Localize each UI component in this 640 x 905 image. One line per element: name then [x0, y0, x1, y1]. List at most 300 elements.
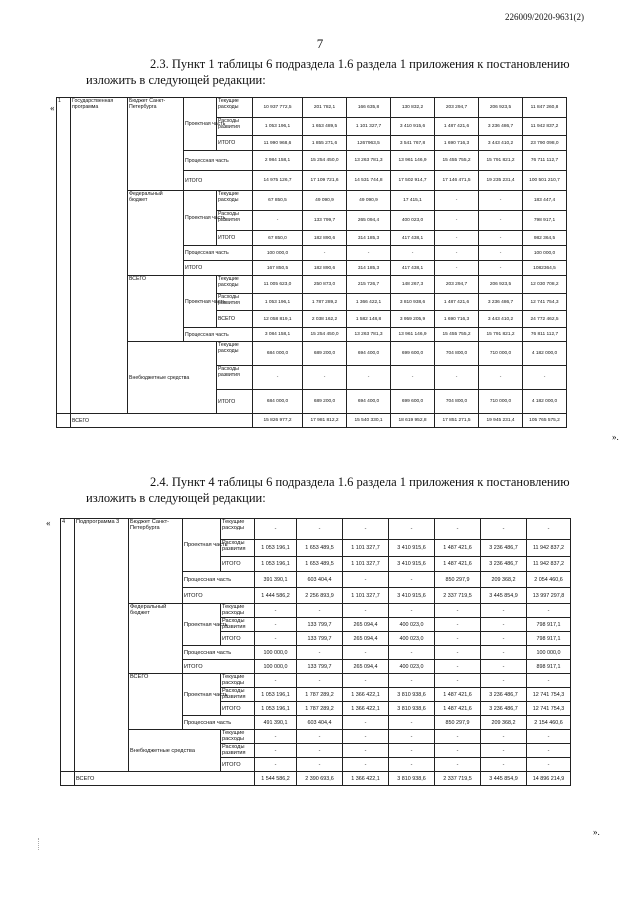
value-cell: -: [481, 674, 527, 688]
subtotal-label: ИТОГО: [217, 136, 253, 151]
value-cell: 3 443 410,2: [479, 136, 523, 151]
value-cell: 3 443 410,2: [479, 311, 523, 328]
value-cell: 15 791 821,2: [479, 328, 523, 342]
value-cell: -: [389, 646, 435, 660]
total-label: ИТОГО: [183, 660, 255, 674]
development-expenses: Расходы развития: [217, 294, 253, 311]
value-cell: -: [255, 632, 297, 646]
value-cell: 2 154 460,6: [527, 716, 571, 730]
value-cell: 3 410 915,6: [389, 588, 435, 604]
open-quote-2: «: [46, 518, 51, 528]
value-cell: -: [343, 758, 389, 772]
value-cell: 2 390 693,6: [297, 772, 343, 786]
value-cell: -: [389, 604, 435, 618]
value-cell: -: [481, 618, 527, 632]
value-cell: -: [481, 519, 527, 540]
value-cell: 3 084 158,1: [253, 328, 303, 342]
value-cell: 1 487 421,6: [435, 118, 479, 136]
value-cell: 206 923,5: [479, 98, 523, 118]
total-label: ИТОГО: [183, 588, 255, 604]
value-cell: 167 850,5: [253, 261, 303, 276]
value-cell: 67 850,0: [253, 231, 303, 246]
value-cell: 1 101 327,7: [343, 540, 389, 557]
value-cell: 100 000,0: [255, 646, 297, 660]
value-cell: 17 109 721,6: [303, 171, 347, 191]
value-cell: 24 772 462,5: [523, 311, 567, 328]
value-cell: -: [479, 261, 523, 276]
value-cell: 491 390,1: [255, 716, 297, 730]
document-number: 226009/2020-9631(2): [505, 12, 584, 22]
value-cell: 1 366 422,1: [347, 294, 391, 311]
value-cell: 201 782,1: [303, 98, 347, 118]
open-quote: «: [50, 103, 55, 113]
subtotal-label: ИТОГО: [221, 557, 255, 572]
value-cell: -: [479, 366, 523, 390]
value-cell: 417 438,1: [391, 261, 435, 276]
current-expenses: Текущие расходы: [221, 674, 255, 688]
value-cell: 850 297,9: [435, 572, 481, 588]
program-name: Государственная программа: [71, 98, 128, 414]
value-cell: 694 400,0: [347, 390, 391, 414]
value-cell: 1 855 271,6: [303, 136, 347, 151]
value-cell: 13 263 781,3: [347, 151, 391, 171]
source-total: ВСЕГО: [128, 276, 184, 342]
total-label: ИТОГО: [184, 171, 253, 191]
value-cell: -: [527, 730, 571, 744]
value-cell: 12 741 754,3: [527, 702, 571, 716]
value-cell: 203 294,7: [435, 98, 479, 118]
value-cell: 133 799,7: [297, 618, 343, 632]
value-cell: 684 000,0: [253, 342, 303, 366]
value-cell: -: [389, 674, 435, 688]
value-cell: 23 790 098,0: [523, 136, 567, 151]
value-cell: 3 445 854,9: [481, 588, 527, 604]
value-cell: 798 917,1: [527, 618, 571, 632]
total-label: ИТОГО: [184, 261, 253, 276]
value-cell: 314 185,3: [347, 261, 391, 276]
value-cell: -: [303, 366, 347, 390]
value-cell: -: [343, 674, 389, 688]
value-cell: 3 541 767,8: [391, 136, 435, 151]
value-cell: 100 000,0: [253, 246, 303, 261]
value-cell: 15 254 450,0: [303, 151, 347, 171]
project-part: Проектная часть: [184, 98, 217, 151]
value-cell: 13 997 297,8: [527, 588, 571, 604]
value-cell: 67 850,5: [253, 191, 303, 211]
value-cell: 19 945 231,4: [479, 414, 523, 428]
value-cell: -: [435, 191, 479, 211]
value-cell: 798 917,1: [527, 632, 571, 646]
value-cell: 166 635,8: [347, 98, 391, 118]
value-cell: 15 455 755,2: [435, 328, 479, 342]
value-cell: 215 726,7: [347, 276, 391, 294]
value-cell: 1 053 196,1: [255, 702, 297, 716]
value-cell: 1 053 196,1: [255, 688, 297, 702]
process-part: Процессная часть: [184, 328, 253, 342]
project-part: Проектная часть: [184, 191, 217, 246]
value-cell: 3 236 486,7: [481, 540, 527, 557]
program-name: Подпрограмма 3: [75, 519, 129, 772]
value-cell: -: [343, 716, 389, 730]
value-cell: 694 400,0: [347, 342, 391, 366]
value-cell: -: [527, 674, 571, 688]
value-cell: -: [481, 744, 527, 758]
value-cell: -: [435, 660, 481, 674]
development-expenses: Расходы развития: [221, 688, 255, 702]
value-cell: -: [391, 366, 435, 390]
value-cell: 100 000,0: [255, 660, 297, 674]
value-cell: 11 942 837,2: [523, 118, 567, 136]
value-cell: -: [389, 730, 435, 744]
value-cell: -: [435, 744, 481, 758]
value-cell: 76 711 112,7: [523, 151, 567, 171]
value-cell: 12 058 819,1: [253, 311, 303, 328]
value-cell: 2 038 162,2: [303, 311, 347, 328]
value-cell: 1 582 148,8: [347, 311, 391, 328]
value-cell: 2 256 893,9: [297, 588, 343, 604]
development-expenses: Расходы развития: [221, 618, 255, 632]
value-cell: -: [435, 674, 481, 688]
value-cell: 17 502 914,7: [391, 171, 435, 191]
value-cell: -: [435, 604, 481, 618]
value-cell: 203 294,7: [435, 276, 479, 294]
value-cell: 15 826 977,2: [253, 414, 303, 428]
process-part: Процессная часть: [183, 572, 255, 588]
source-spb: Бюджет Санкт-Петербурга: [128, 98, 184, 191]
value-cell: -: [303, 246, 347, 261]
table-row: [57, 98, 607, 118]
subtotal-label: ИТОГО: [217, 390, 253, 414]
value-cell: -: [343, 730, 389, 744]
value-cell: -: [343, 519, 389, 540]
value-cell: -: [255, 744, 297, 758]
value-cell: 11 942 837,2: [527, 557, 571, 572]
value-cell: -: [481, 758, 527, 772]
value-cell: 1 787 289,2: [297, 702, 343, 716]
project-part: Проектная часть: [183, 604, 221, 646]
value-cell: 1 444 586,2: [255, 588, 297, 604]
value-cell: -: [343, 572, 389, 588]
value-cell: 265 094,4: [347, 211, 391, 231]
value-cell: -: [481, 632, 527, 646]
process-part: Процессная часть: [184, 246, 253, 261]
subtotal-label: ИТОГО: [221, 632, 255, 646]
value-cell: 982 364,5: [523, 231, 567, 246]
process-part: Процессная часть: [183, 646, 255, 660]
value-cell: -: [297, 646, 343, 660]
value-cell: 850 297,9: [435, 716, 481, 730]
value-cell: -: [347, 246, 391, 261]
grand-total-label: ВСЕГО: [75, 772, 255, 786]
value-cell: -: [255, 604, 297, 618]
value-cell: 183 447,4: [523, 191, 567, 211]
value-cell: 1 053 196,1: [253, 294, 303, 311]
value-cell: -: [435, 758, 481, 772]
value-cell: 3 810 938,6: [391, 294, 435, 311]
value-cell: 1 544 586,2: [255, 772, 297, 786]
value-cell: -: [389, 572, 435, 588]
value-cell: -: [479, 191, 523, 211]
value-cell: -: [297, 674, 343, 688]
value-cell: 12 741 754,3: [527, 688, 571, 702]
table-row: [61, 519, 611, 540]
value-cell: 3 236 486,7: [481, 688, 527, 702]
value-cell: 11 005 623,0: [253, 276, 303, 294]
value-cell: 12 741 754,3: [523, 294, 567, 311]
value-cell: -: [343, 646, 389, 660]
process-part: Процессная часть: [183, 716, 255, 730]
value-cell: -: [435, 366, 479, 390]
value-cell: -: [389, 519, 435, 540]
value-cell: -: [253, 366, 303, 390]
value-cell: 1 053 196,1: [255, 540, 297, 557]
value-cell: 2 984 158,1: [253, 151, 303, 171]
scan-mark: [38, 838, 43, 850]
value-cell: 1 653 489,5: [303, 118, 347, 136]
value-cell: 1 366 422,1: [343, 688, 389, 702]
value-cell: 1 101 327,7: [343, 588, 389, 604]
value-cell: -: [297, 744, 343, 758]
subtotal-label: ИТОГО: [221, 758, 255, 772]
value-cell: 898 917,1: [527, 660, 571, 674]
value-cell: 684 000,0: [253, 390, 303, 414]
value-cell: 250 873,0: [303, 276, 347, 294]
close-quote: ».: [612, 432, 619, 442]
value-cell: 1 653 489,5: [297, 540, 343, 557]
development-expenses: Расходы развития: [221, 744, 255, 758]
value-cell: 19 235 231,4: [479, 171, 523, 191]
subtotal-label: ВСЕГО: [217, 311, 253, 328]
value-cell: 1 653 489,5: [297, 557, 343, 572]
value-cell: 1 053 196,1: [255, 557, 297, 572]
table-6-item-4: [60, 518, 611, 786]
development-expenses: Расходы развития: [221, 540, 255, 557]
value-cell: 3 410 915,6: [389, 557, 435, 572]
value-cell: -: [435, 618, 481, 632]
value-cell: 265 094,4: [343, 618, 389, 632]
value-cell: 3 810 938,6: [389, 702, 435, 716]
project-part: Проектная часть: [183, 519, 221, 572]
close-quote-2: ».: [593, 827, 600, 837]
value-cell: -: [253, 211, 303, 231]
blank-cell: [57, 414, 71, 428]
row-number: 1: [57, 98, 71, 414]
value-cell: 17 415,1: [391, 191, 435, 211]
current-expenses: Текущие расходы: [221, 730, 255, 744]
value-cell: -: [527, 604, 571, 618]
value-cell: 2 337 719,5: [435, 588, 481, 604]
value-cell: 1082364,5: [523, 261, 567, 276]
table-row: [61, 730, 611, 744]
value-cell: 17 146 471,5: [435, 171, 479, 191]
value-cell: 18 619 952,8: [391, 414, 435, 428]
value-cell: -: [297, 758, 343, 772]
value-cell: -: [255, 519, 297, 540]
value-cell: 417 438,1: [391, 231, 435, 246]
amendment-paragraph-2-3: 2.3. Пункт 1 таблицы 6 подраздела 1.6 раздела 1 приложения к постановлению изложить в следующей редакции:: [86, 57, 570, 87]
value-cell: -: [389, 744, 435, 758]
value-cell: -: [479, 231, 523, 246]
value-cell: -: [523, 366, 567, 390]
value-cell: 265 094,4: [343, 660, 389, 674]
value-cell: 603 404,4: [297, 716, 343, 730]
table-row: [57, 191, 607, 211]
table-row: [61, 674, 611, 688]
value-cell: -: [435, 211, 479, 231]
table-row: [57, 342, 607, 366]
value-cell: 1 053 196,1: [253, 118, 303, 136]
value-cell: 3 236 486,7: [481, 557, 527, 572]
value-cell: 400 023,0: [389, 632, 435, 646]
project-part: Проектная часть: [183, 674, 221, 716]
grand-total-label: ВСЕГО: [71, 414, 253, 428]
value-cell: 3 236 486,7: [479, 294, 523, 311]
value-cell: 699 600,0: [391, 342, 435, 366]
value-cell: 17 981 812,2: [303, 414, 347, 428]
page-number: 7: [316, 36, 324, 51]
current-expenses: Текущие расходы: [221, 519, 255, 540]
value-cell: 10 937 772,5: [253, 98, 303, 118]
value-cell: 3 236 486,7: [481, 702, 527, 716]
value-cell: 1 787 289,2: [297, 688, 343, 702]
development-expenses: Расходы развития: [217, 118, 253, 136]
current-expenses: Текущие расходы: [217, 98, 253, 118]
value-cell: 400 023,0: [389, 660, 435, 674]
value-cell: -: [255, 758, 297, 772]
development-expenses: Расходы развития: [217, 366, 253, 390]
value-cell: 798 917,1: [523, 211, 567, 231]
value-cell: -: [343, 744, 389, 758]
process-part: Процессная часть: [184, 151, 253, 171]
value-cell: 1 487 421,6: [435, 702, 481, 716]
value-cell: -: [343, 604, 389, 618]
value-cell: 100 501 210,7: [523, 171, 567, 191]
value-cell: 133 799,7: [297, 660, 343, 674]
subtotal-label: ИТОГО: [221, 702, 255, 716]
source-total: ВСЕГО: [129, 674, 183, 730]
value-cell: 704 800,0: [435, 390, 479, 414]
value-cell: 3 410 915,6: [389, 540, 435, 557]
source-federal: Федеральный бюджет: [128, 191, 184, 276]
value-cell: 206 923,5: [479, 276, 523, 294]
value-cell: 1267963,5: [347, 136, 391, 151]
value-cell: -: [297, 519, 343, 540]
table-row: [57, 276, 607, 294]
value-cell: -: [435, 646, 481, 660]
value-cell: 1 787 289,2: [303, 294, 347, 311]
value-cell: -: [435, 231, 479, 246]
value-cell: -: [435, 519, 481, 540]
table-row: [61, 772, 611, 786]
value-cell: -: [481, 660, 527, 674]
value-cell: 3 810 938,6: [389, 688, 435, 702]
value-cell: 11 942 837,2: [527, 540, 571, 557]
value-cell: 133 799,7: [297, 632, 343, 646]
value-cell: 49 090,9: [347, 191, 391, 211]
value-cell: 265 094,4: [343, 632, 389, 646]
value-cell: -: [527, 519, 571, 540]
value-cell: -: [297, 604, 343, 618]
blank-cell: [61, 772, 75, 786]
value-cell: 710 000,0: [479, 390, 523, 414]
value-cell: -: [479, 246, 523, 261]
value-cell: 76 811 112,7: [523, 328, 567, 342]
table-6-item-1: [56, 97, 607, 428]
value-cell: 400 023,0: [389, 618, 435, 632]
value-cell: 11 847 260,8: [523, 98, 567, 118]
value-cell: 3 810 938,6: [389, 772, 435, 786]
value-cell: 3 959 205,9: [391, 311, 435, 328]
value-cell: 209 368,2: [481, 716, 527, 730]
value-cell: -: [481, 604, 527, 618]
value-cell: 12 030 708,2: [523, 276, 567, 294]
value-cell: 1 101 327,7: [347, 118, 391, 136]
current-expenses: Текущие расходы: [221, 604, 255, 618]
value-cell: 1 487 421,6: [435, 557, 481, 572]
source-extrabudget: Внебюджетные средства: [128, 342, 217, 414]
value-cell: 15 791 821,2: [479, 151, 523, 171]
value-cell: 1 690 716,3: [435, 136, 479, 151]
value-cell: 17 851 271,5: [435, 414, 479, 428]
value-cell: 603 404,4: [297, 572, 343, 588]
value-cell: 13 961 146,9: [391, 328, 435, 342]
source-extrabudget: Внебюджетные средства: [129, 730, 221, 772]
value-cell: 182 890,6: [303, 261, 347, 276]
value-cell: 1 487 421,6: [435, 688, 481, 702]
row-number: 4: [61, 519, 75, 772]
value-cell: 1 366 422,1: [343, 772, 389, 786]
value-cell: 13 961 146,9: [391, 151, 435, 171]
value-cell: -: [435, 246, 479, 261]
current-expenses: Текущие расходы: [217, 276, 253, 294]
amendment-paragraph-2-4: 2.4. Пункт 4 таблицы 6 подраздела 1.6 раздела 1 приложения к постановлению изложить в следующей редакции:: [86, 475, 570, 505]
value-cell: 3 236 486,7: [479, 118, 523, 136]
value-cell: 133 799,7: [303, 211, 347, 231]
value-cell: 400 023,0: [391, 211, 435, 231]
value-cell: 11 990 968,6: [253, 136, 303, 151]
value-cell: 49 090,9: [303, 191, 347, 211]
value-cell: -: [479, 211, 523, 231]
value-cell: 100 000,0: [527, 646, 571, 660]
development-expenses: Расходы развития: [217, 211, 253, 231]
current-expenses: Текущие расходы: [217, 191, 253, 211]
value-cell: -: [347, 366, 391, 390]
value-cell: -: [435, 261, 479, 276]
value-cell: 1 487 421,6: [435, 294, 479, 311]
value-cell: 15 540 330,1: [347, 414, 391, 428]
value-cell: -: [297, 730, 343, 744]
current-expenses: Текущие расходы: [217, 342, 253, 366]
value-cell: 710 000,0: [479, 342, 523, 366]
value-cell: 15 455 755,2: [435, 151, 479, 171]
subtotal-label: ИТОГО: [217, 231, 253, 246]
value-cell: 105 765 575,2: [523, 414, 567, 428]
value-cell: 1 487 421,6: [435, 540, 481, 557]
value-cell: 1 690 716,3: [435, 311, 479, 328]
project-part: Проектная часть: [184, 276, 217, 328]
value-cell: -: [255, 674, 297, 688]
value-cell: -: [389, 716, 435, 730]
value-cell: 3 410 915,6: [391, 118, 435, 136]
value-cell: 689 200,0: [303, 342, 347, 366]
table-row: [61, 604, 611, 618]
value-cell: 13 263 781,3: [347, 328, 391, 342]
value-cell: 182 890,6: [303, 231, 347, 246]
value-cell: -: [527, 744, 571, 758]
value-cell: 4 182 000,0: [523, 390, 567, 414]
value-cell: 314 185,3: [347, 231, 391, 246]
value-cell: 100 000,0: [523, 246, 567, 261]
